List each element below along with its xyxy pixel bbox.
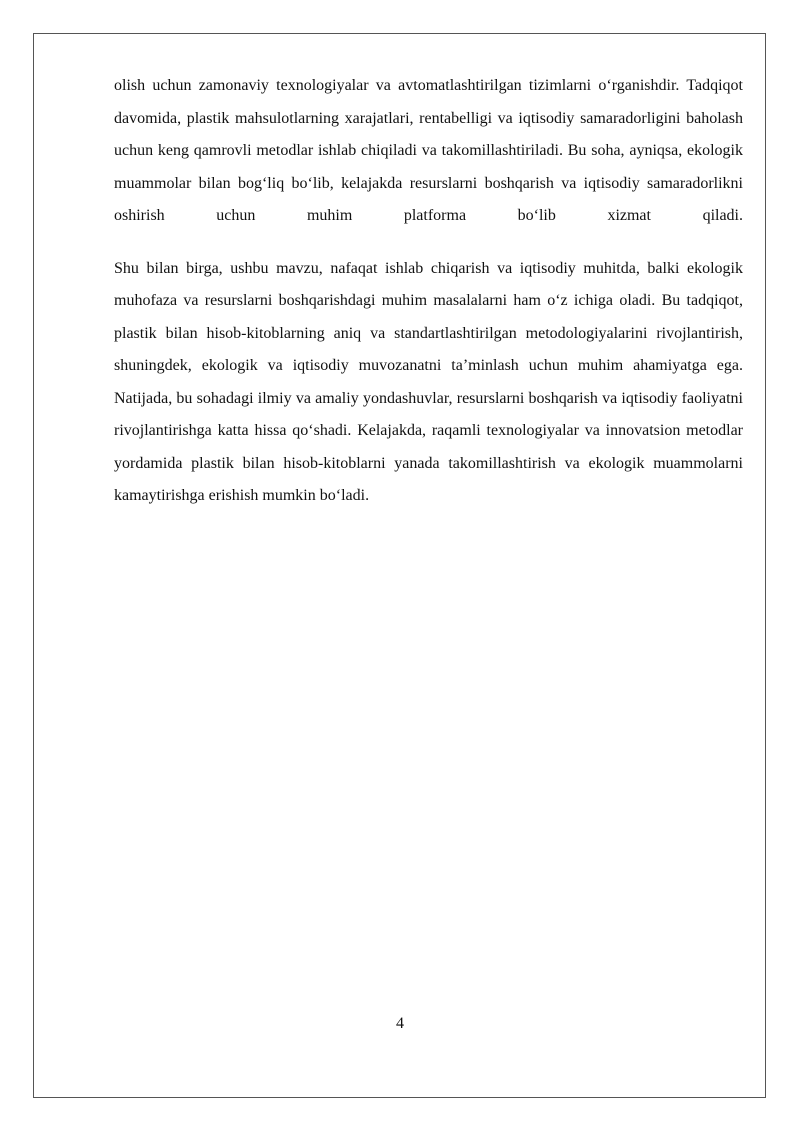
document-body: [114, 70, 743, 513]
page-number: 4: [396, 1015, 404, 1032]
paragraph-1: olish uchun zamonaviy texnologiyalar va avtomatlashtirilgan tizimlarni o‘rganishdir. Tadqiqot davomida, plastik mahsulotlarning xarajatlari, rentabelligi va iqtisodiy samaradorligini baholash uchun keng qamrovli metodlar ishlab chiqiladi va takomillashtiriladi. Bu soha, ayniqsa, ekologik muammolar bilan bog‘liq bo‘lib, kelajakda resurslarni boshqarish va iqtisodiy samaradorlikni oshirish uchun muhim platforma bo‘lib xizmat qiladi.: [114, 77, 743, 224]
paragraph-2: Shu bilan birga, ushbu mavzu, nafaqat ishlab chiqarish va iqtisodiy muhitda, balki ekologik muhofaza va resurslarni boshqarishdagi muhim masalalarni ham o‘z ichiga oladi. Bu tadqiqot, plastik bilan hisob-kitoblarning aniq va standartlashtirilgan metodologiyalarini rivojlantirish, shuningdek, ekologik va iqtisodiy muvozanatni ta’minlash uchun muhim ahamiyatga ega. Natijada, bu sohadagi ilmiy va amaliy yondashuvlar, resurslarni boshqarish va iqtisodiy faoliyatni rivojlantirishga katta hissa qo‘shadi. Kelajakda, raqamli texnologiyalar va innovatsion metodlar yordamida plastik bilan hisob-kitoblarni yanada takomillashtirish va ekologik muammolarni kamaytirishga erishish mumkin bo‘ladi.: [114, 259, 743, 504]
